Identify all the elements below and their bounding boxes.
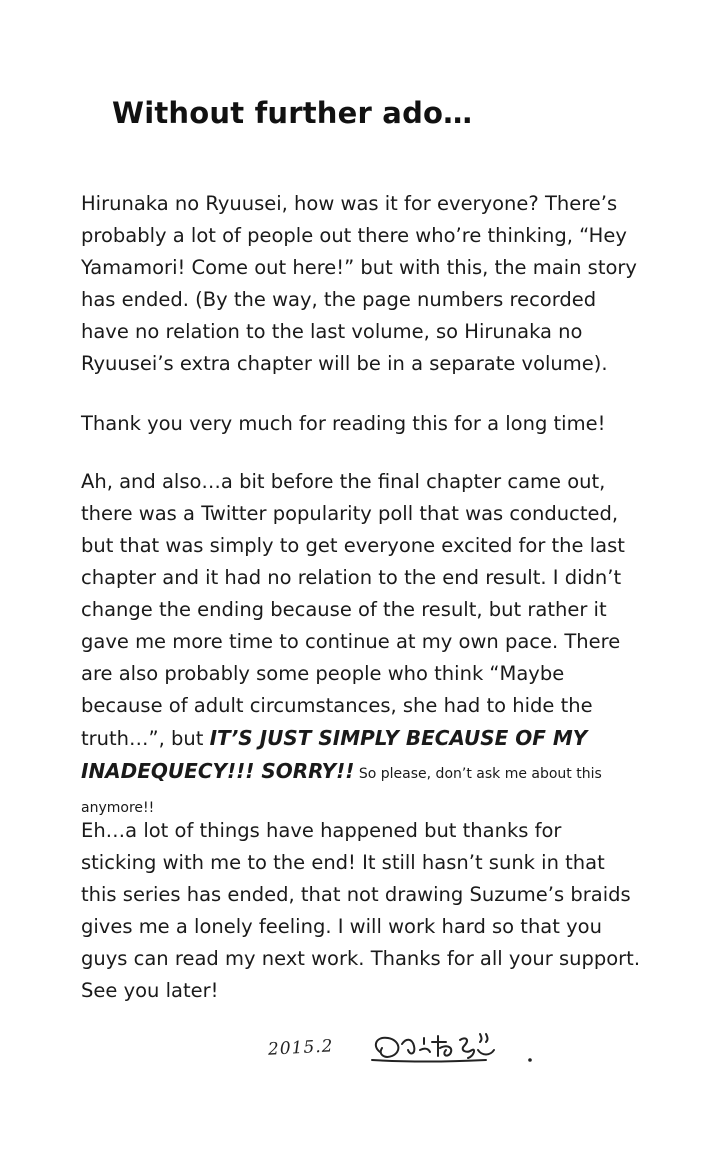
poll-text: Ah, and also…a bit before the final chapter came out, there was a Twitter popularity poll that was conducted, but that was simply to get everyone excited for the last chapter and it had no relation to the end result. I didn’t change the ending because of the result, but rather it gave me more time to continue at my own pace. There are also probably some people who think “Maybe because of adult circumstances, she had to hide the truth…”, but — [81, 470, 625, 750]
page-title: Without further ado… — [112, 96, 473, 130]
handwritten-signature — [366, 1026, 546, 1070]
paragraph-farewell: Eh…a lot of things have happened but thanks for sticking with me to the end! It still hasn’t sunk in that this series has ended, that not drawing Suzume’s braids gives me a lonely feeling. I will work hard so that you guys can read my next work. Thanks for all your support. See you later! — [81, 819, 641, 1002]
date-stamp: 2015.2 — [267, 1036, 334, 1060]
signature-block — [262, 1026, 562, 1076]
paragraph-intro: Hirunaka no Ryuusei, how was it for everyone? There’s probably a lot of people out there who’re thinking, “Hey Yamamori! Come out here!” but with this, the main story has ended. (By the way, the page numbers recorded have no relation to the last volume, so Hirunaka no Ryuusei’s extra chapter will be in a separate volume). — [81, 192, 637, 375]
apology-shout: IT’S JUST SIMPLY BECAUSE OF MY INADEQUECY!!! SORRY!! — [81, 726, 588, 783]
paragraph-thanks: Thank you very much for reading this for a long time! — [81, 412, 606, 435]
paragraph-poll — [81, 466, 641, 824]
poll-closing-text: So please, don’t ask me about this anymore!! — [81, 766, 602, 816]
